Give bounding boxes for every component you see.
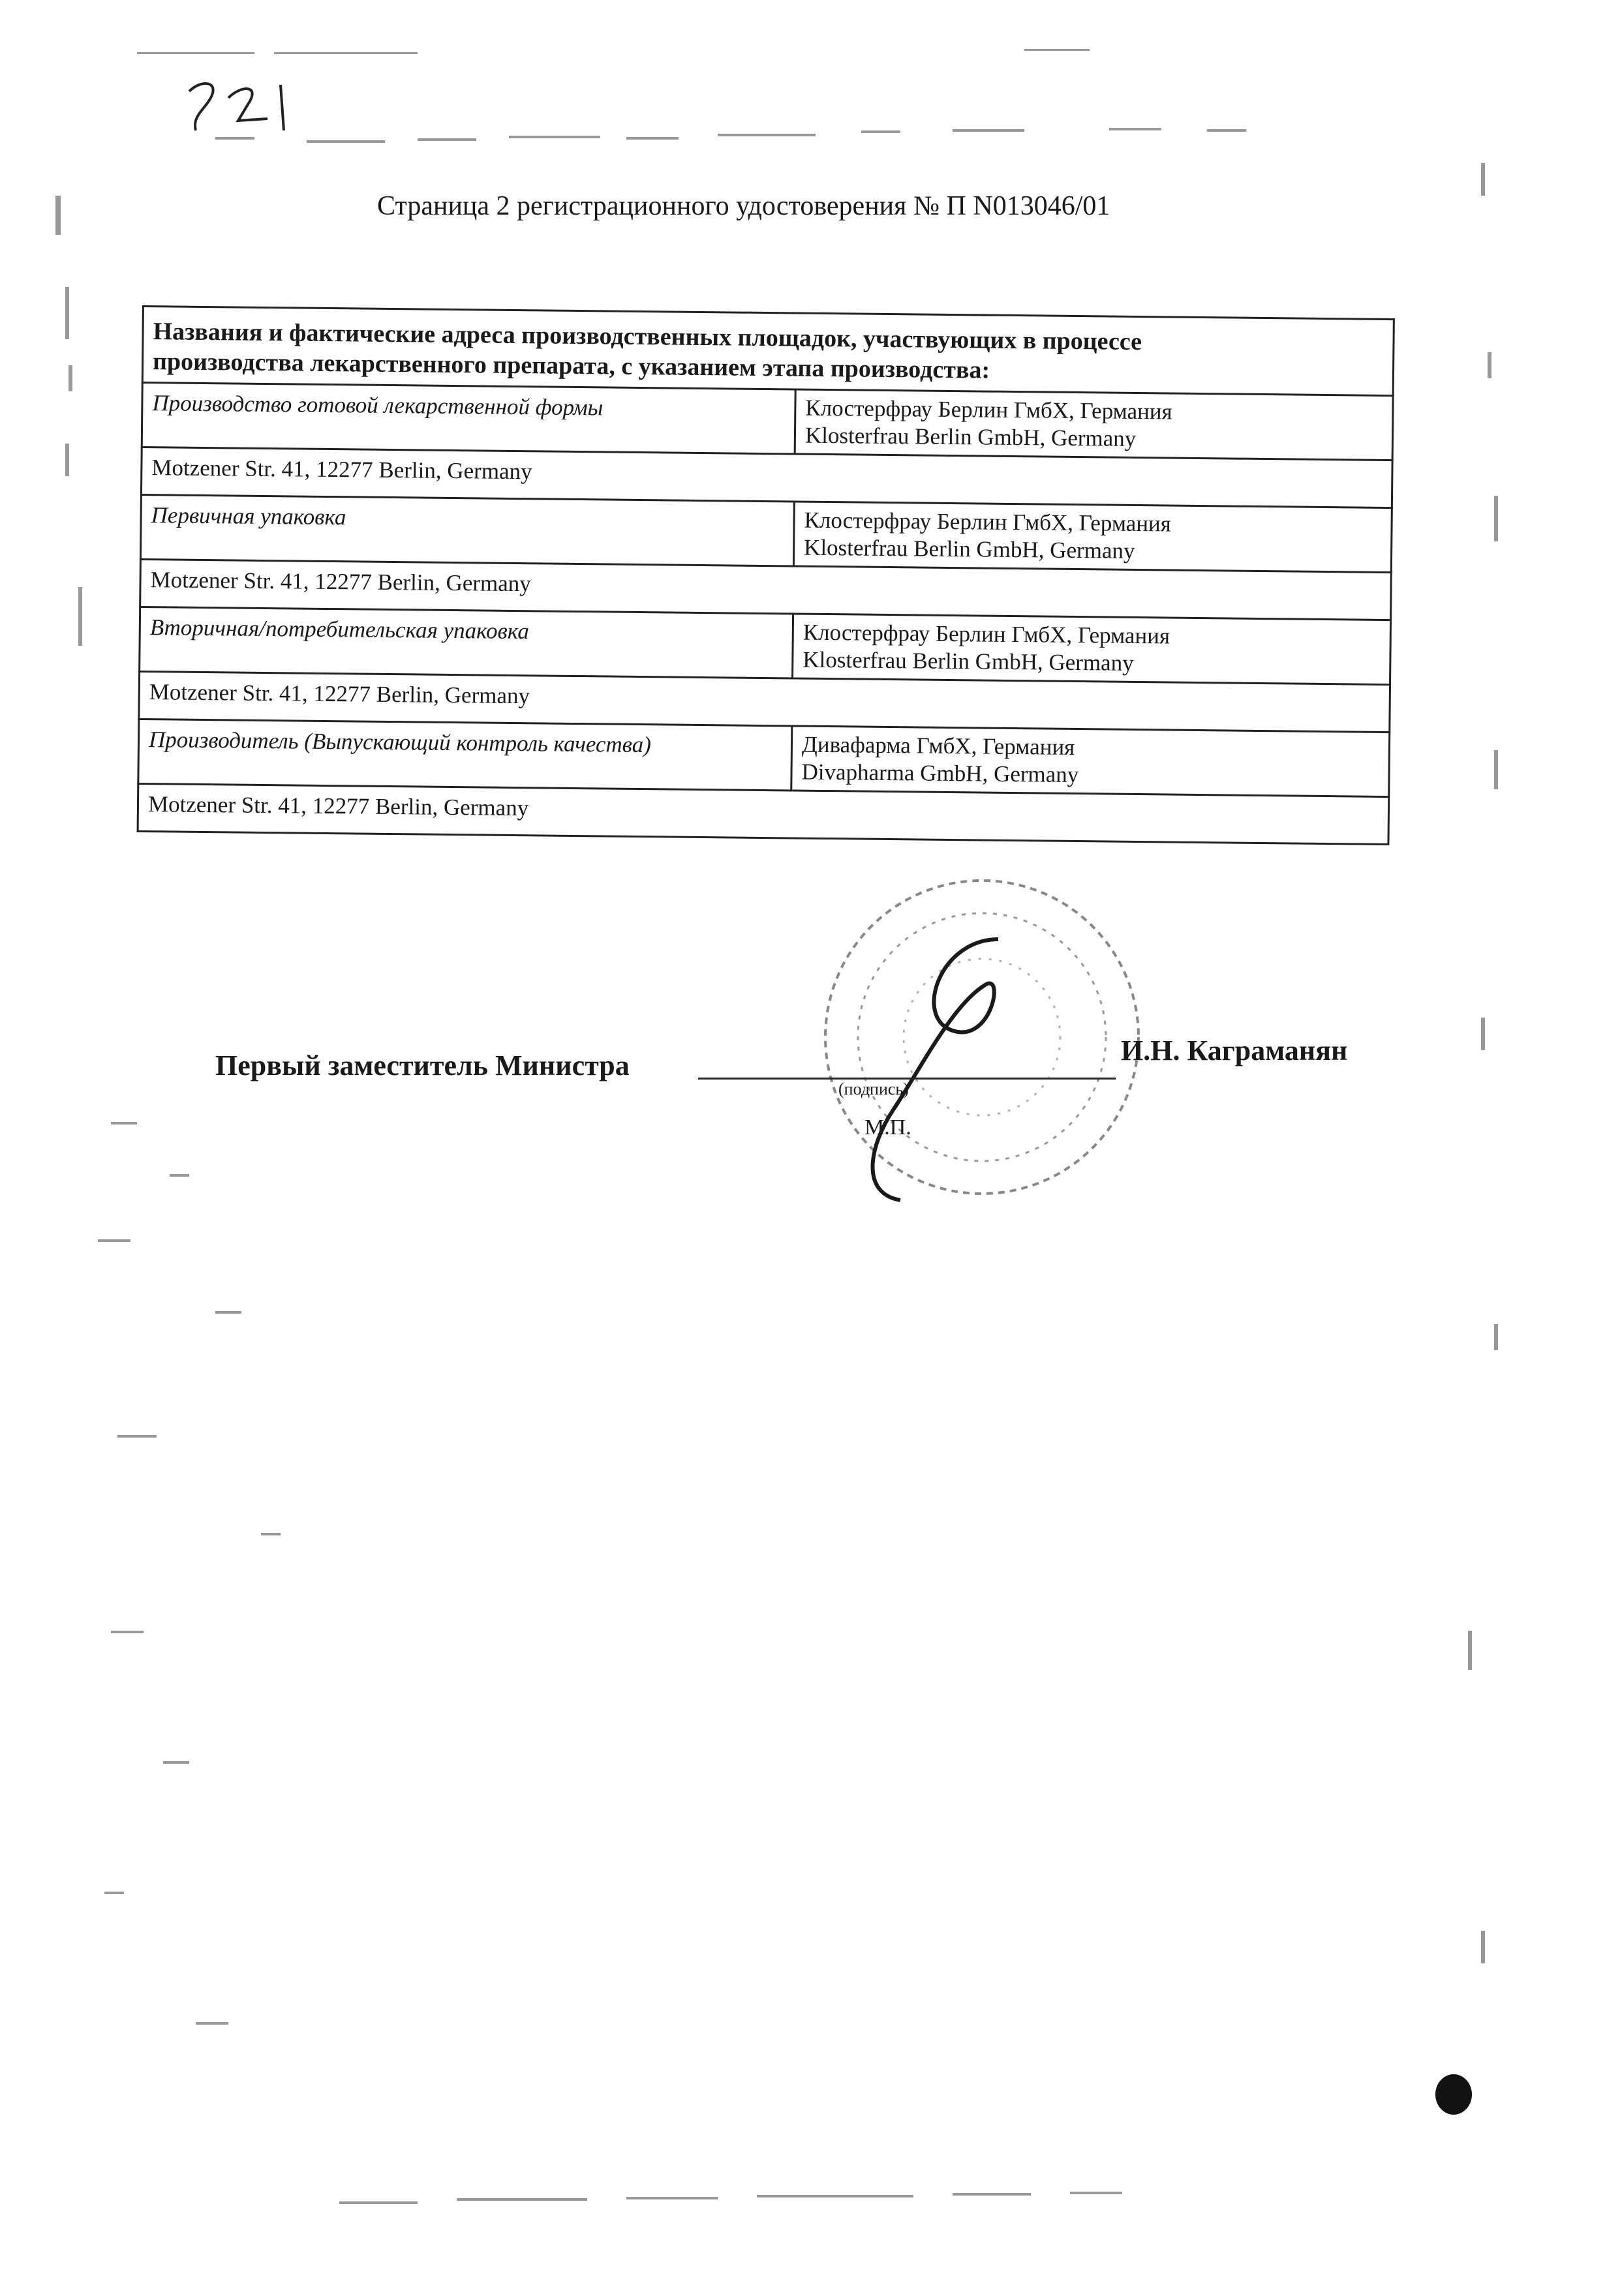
stage-cell: Производство готовой лекарственной формы xyxy=(142,383,795,454)
company-name-ru: Клостерфрау Берлин ГмбХ, Германия xyxy=(805,395,1172,425)
signature-caption: (подпись) xyxy=(838,1080,909,1098)
company-name-ru: Клостерфрау Берлин ГмбХ, Германия xyxy=(804,507,1172,537)
stage-cell: Вторичная/потребительская упаковка xyxy=(140,607,793,678)
signer-position: Первый заместитель Министра xyxy=(215,1050,630,1081)
handwritten-signature xyxy=(842,913,1057,1213)
company-name-en: Klosterfrau Berlin GmbH, Germany xyxy=(802,646,1134,676)
address-cell: Motzener Str. 41, 12277 Berlin, Germany xyxy=(139,671,1390,732)
stage-cell: Производитель (Выпускающий контроль качества) xyxy=(138,719,792,790)
address-cell: Motzener Str. 41, 12277 Berlin, Germany xyxy=(140,559,1392,620)
stage-cell: Первичная упаковка xyxy=(140,494,794,566)
table-heading-line: Названия и фактические адреса производственных площадок, участвующих в процессе xyxy=(153,318,1142,356)
address-cell: Motzener Str. 41, 12277 Berlin, Germany xyxy=(141,447,1392,508)
handwritten-page-number xyxy=(176,72,326,144)
company-cell xyxy=(795,389,1393,461)
table-heading-row xyxy=(142,307,1394,396)
company-name-en: Klosterfrau Berlin GmbH, Germany xyxy=(803,534,1135,564)
company-name-ru: Дивафарма ГмбХ, Германия xyxy=(801,731,1075,761)
punch-hole xyxy=(1435,2074,1472,2115)
company-name-en: Divapharma GmbH, Germany xyxy=(801,759,1079,788)
company-cell xyxy=(793,614,1391,685)
company-name-ru: Клостерфрау Берлин ГмбХ, Германия xyxy=(802,619,1170,649)
company-name-en: Klosterfrau Berlin GmbH, Germany xyxy=(804,422,1137,451)
company-cell xyxy=(793,502,1392,573)
table-heading-line: производства лекарственного препарата, с указанием этапа производства: xyxy=(152,348,990,384)
production-sites-table xyxy=(137,305,1395,845)
signer-name: И.Н. Каграманян xyxy=(1121,1035,1348,1066)
page-header: Страница 2 регистрационного удостоверения № П N013046/01 xyxy=(377,191,1110,221)
table-heading xyxy=(142,307,1394,396)
address-cell: Motzener Str. 41, 12277 Berlin, Germany xyxy=(138,783,1389,844)
company-cell xyxy=(791,726,1390,797)
seal-place-label: М.П. xyxy=(864,1115,911,1140)
